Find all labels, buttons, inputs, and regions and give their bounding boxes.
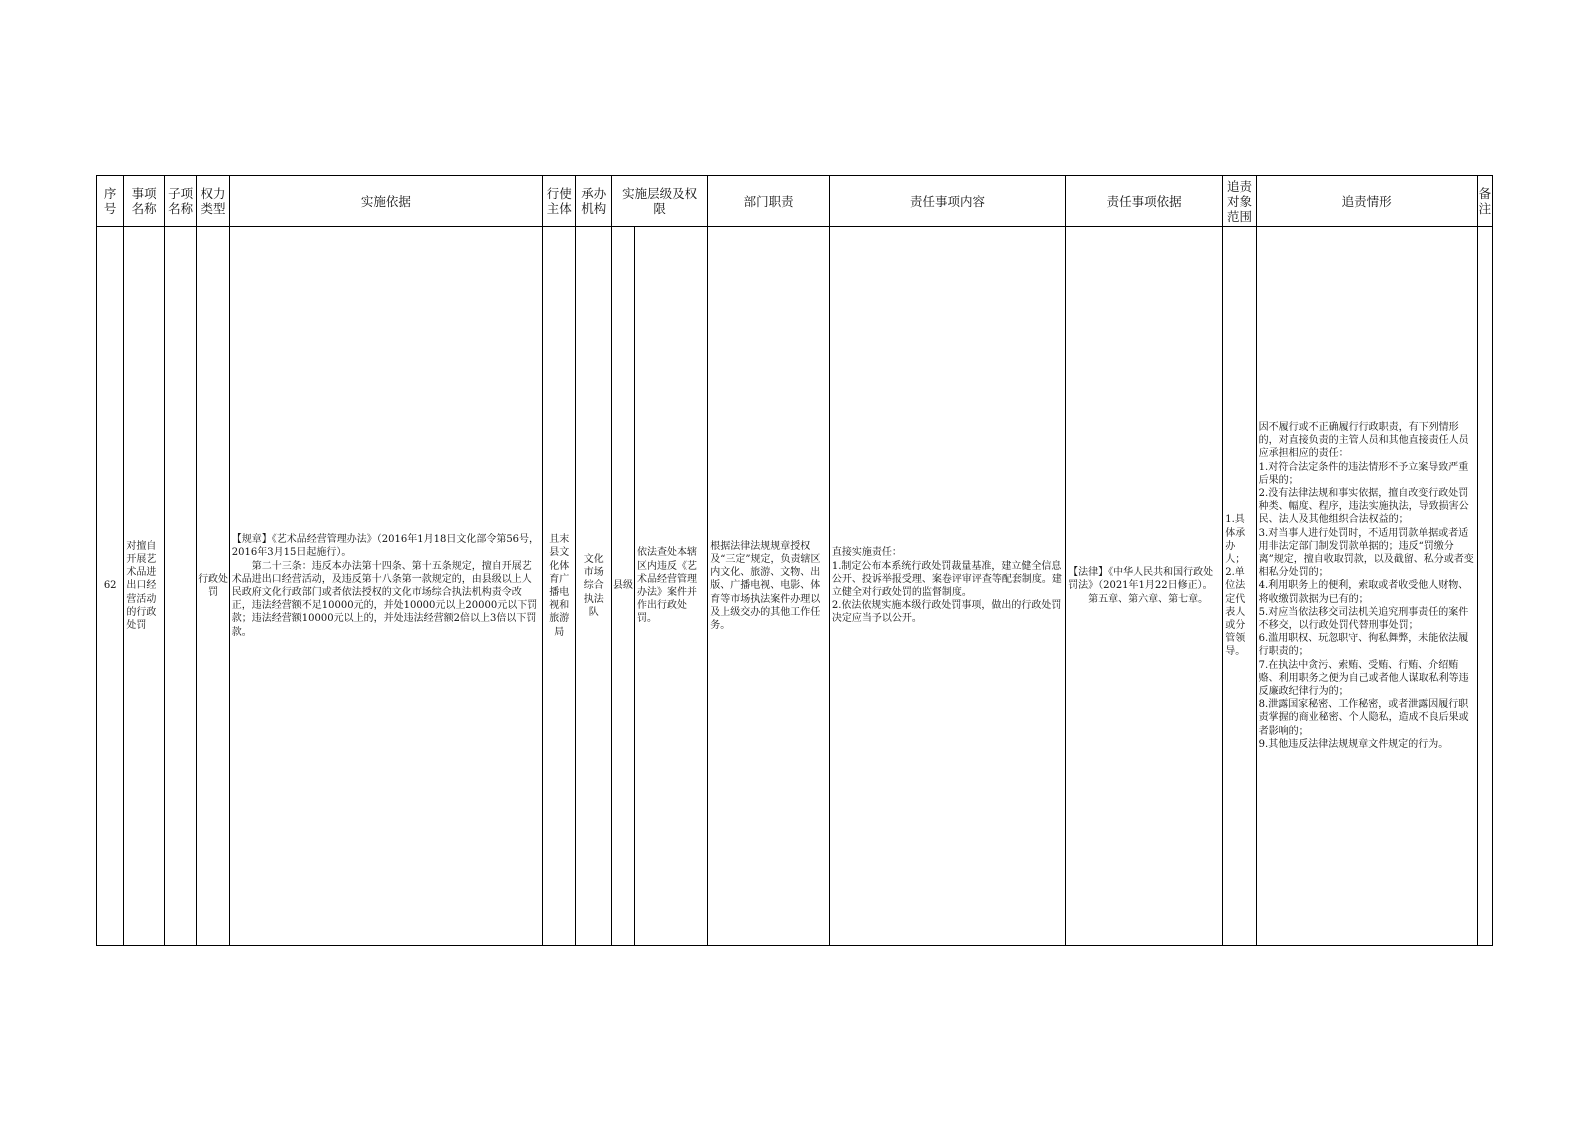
resp-basis-law: 【法律】《中华人民共和国行政处罚法》（2021年1月22日修正）。 <box>1068 567 1214 592</box>
cell-scope: 1.具体承办人； 2.单位法定代表人或分管领导。 <box>1223 227 1256 946</box>
cell-duty: 根据法律法规规章授权及“三定”规定，负责辖区内文化、旅游、文物、出版、广播电视、电影、体育等市场执法案件办理以及上级交办的其他工作任务。 <box>708 227 830 946</box>
header-resp-basis: 责任事项依据 <box>1066 176 1223 227</box>
header-agency: 承办 机构 <box>576 176 611 227</box>
level-authority: 依法查处本辖区内违反《艺术品经营管理办法》案件并作出行政处罚。 <box>636 547 697 625</box>
accountability-table <box>96 175 1493 946</box>
cell-resp-content: 直接实施责任： 1.制定公布本系统行政处罚裁量基准，建立健全信息公开、投诉举报受理、案卷评审评查等配套制度。建立健全对行政处罚的监督制度。 2.依法依规实施本级行政处罚事项，做出的行政处罚决定应当予以公开。 <box>829 227 1065 946</box>
level-tier: 县级 <box>612 227 635 945</box>
cell-seq: 62 <box>97 227 124 946</box>
header-sub-name: 子项 名称 <box>164 176 196 227</box>
cell-resp-basis <box>1066 227 1223 946</box>
header-item-name: 事项 名称 <box>124 176 165 227</box>
header-subject: 行使 主体 <box>543 176 576 227</box>
header-remark: 备 注 <box>1477 176 1492 227</box>
basis-regulation: 【规章】《艺术品经营管理办法》（2016年1月18日文化部令第56号，2016年3月15日起施行）。 <box>231 534 540 559</box>
header-power-type: 权力 类型 <box>197 176 229 227</box>
cell-level <box>611 227 707 946</box>
basis-article: 第二十三条：违反本办法第十四条、第十五条规定，擅自开展艺术品进出口经营活动，及违反第十八条第一款规定的，由县级以上人民政府文化行政部门或者依法授权的文化市场综合执法机构责令改正，违法经营额不足10000元的，并处10000元以上20000元以下罚款；违法经营额10000元以上的，并处违法经营额2倍以上3倍以下罚款。 <box>231 560 538 638</box>
cell-power-type: 行政处罚 <box>197 227 229 946</box>
header-resp-content: 责任事项内容 <box>829 176 1065 227</box>
cell-sub-name <box>164 227 196 946</box>
resp-basis-chapters: 第五章、第六章、第七章。 <box>1088 593 1209 605</box>
cell-situation: 因不履行或不正确履行行政职责，有下列情形的，对直接负责的主管人员和其他直接责任人员应承担相应的责任： 1.对符合法定条件的违法情形不予立案导致严重后果的； 2.没有法律法规和事实依据，擅自改变行政处罚种类、幅度、程序，违法实施执法，导致损害公民、法人及其他组织合法权益的； 3.对当事人进行处罚时，不适用罚款单据或者适用非法定部门制发罚款单据的；违反“罚缴分离”规定，擅自收取罚款，以及截留、私分或者变相私分处罚的； 4.利用职务上的便利，索取或者收受他人财物、将收缴罚款据为已有的； 5.对应当依法移交司法机关追究刑事责任的案件不移交，以行政处罚代替刑事处罚； 6.滥用职权、玩忽职守、徇私舞弊，未能依法履行职责的； 7.在执法中贪污、索贿、受贿、行贿、介绍贿赂、利用职务之便为自己或者他人谋取私利等违反廉政纪律行为的； 8.泄露国家秘密、工作秘密，或者泄露因履行职责掌握的商业秘密、个人隐私，造成不良后果或者影响的； 9.其他违反法律法规规章文件规定的行为。 <box>1256 227 1477 946</box>
table-row <box>97 227 1493 946</box>
header-basis: 实施依据 <box>229 176 542 227</box>
header-duty: 部门职责 <box>708 176 830 227</box>
cell-agency: 文化市场综合执法队 <box>576 227 611 946</box>
header-level: 实施层级及权 限 <box>611 176 707 227</box>
cell-basis <box>229 227 542 946</box>
cell-remark <box>1477 227 1492 946</box>
header-row <box>97 176 1493 227</box>
header-situation: 追责情形 <box>1256 176 1477 227</box>
cell-subject: 且末县文化体育广播电视和旅游局 <box>543 227 576 946</box>
header-seq: 序 号 <box>97 176 124 227</box>
cell-item-name: 对擅自开展艺术品进出口经营活动的行政处罚 <box>124 227 165 946</box>
header-scope: 追责 对象 范围 <box>1223 176 1256 227</box>
